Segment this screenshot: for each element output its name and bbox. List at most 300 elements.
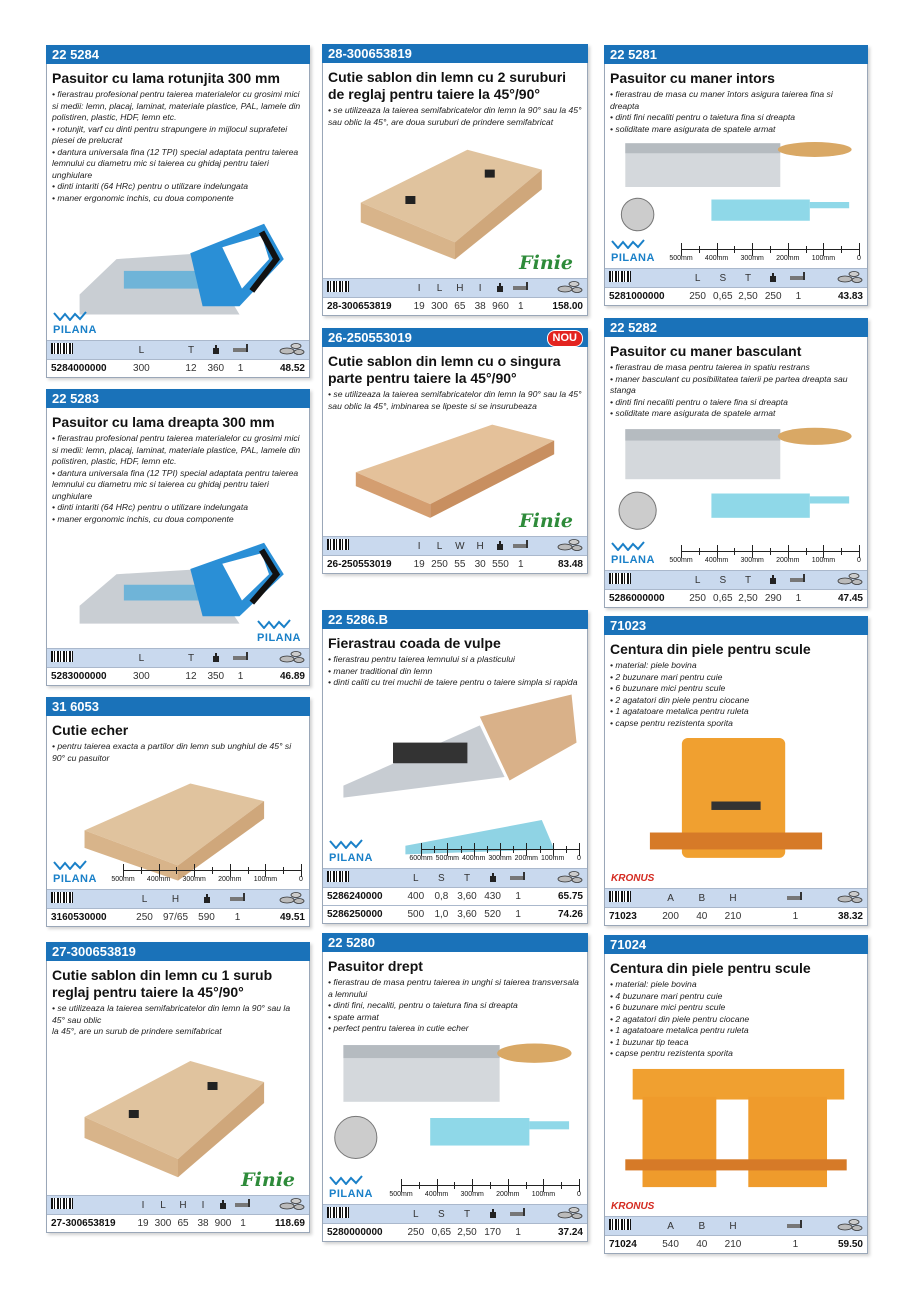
feature-item: • 6 buzunare mici pentru scule (610, 683, 726, 693)
barcode-icon (51, 1198, 73, 1209)
spec-header-cell: L (436, 540, 443, 552)
ruler-label: 200mm (514, 855, 538, 862)
spec-row[interactable] (323, 1223, 587, 1241)
spec-header-cell: T (463, 872, 471, 884)
spec-value: 1 (792, 911, 799, 922)
spec-value: 3,60 (457, 909, 477, 920)
spec-header-cell (811, 573, 863, 588)
spec-header-cell: I (201, 1199, 205, 1211)
spec-header-cell (761, 573, 786, 587)
ruler-label: 500mm (111, 876, 135, 883)
product-title: Pasuitor drept (328, 958, 423, 974)
package-quantity-icon (510, 1208, 526, 1217)
foxtail-saw-icon (331, 691, 579, 863)
spec-header-cell (191, 892, 222, 906)
price: 46.89 (279, 671, 305, 682)
spec-header-row (605, 570, 867, 589)
weight-icon (211, 651, 221, 662)
product-card (604, 616, 868, 926)
spec-row[interactable] (47, 908, 309, 926)
spec-header-row (47, 1195, 309, 1214)
product-title: Cutie echer (52, 722, 129, 738)
weight-icon (495, 539, 505, 550)
spec-value: 400 (407, 891, 425, 902)
price: 65.75 (557, 891, 583, 902)
spec-header-cell: H (171, 893, 180, 905)
spec-row[interactable] (47, 359, 309, 377)
spec-header-cell: A (667, 1220, 674, 1232)
ruler-label: 300mm (460, 1191, 484, 1198)
product-title: Pasuitor cu lama dreapta 300 mm (52, 414, 275, 430)
spec-header-cell: A (667, 892, 674, 904)
handsaw-blue-handle-icon (55, 527, 301, 632)
product-card (46, 942, 310, 1233)
spec-header-cell: L (141, 893, 148, 905)
spec-row[interactable] (323, 555, 587, 573)
spec-value: 300 (431, 301, 448, 312)
spec-header-cell (609, 271, 685, 285)
ruler-label: 500mm (389, 1191, 413, 1198)
product-code-header (46, 942, 310, 961)
product-code-header (322, 933, 588, 952)
product-title: Centura din piele pentru scule (610, 641, 811, 657)
feature-list (323, 389, 587, 412)
ruler-label: 0 (857, 557, 861, 564)
spec-header-row (605, 1216, 867, 1235)
spec-header-row (323, 868, 587, 887)
pilana-wave-icon (329, 839, 363, 849)
spec-table (323, 868, 587, 923)
product-code: 22 5280 (328, 935, 375, 950)
feature-item: • capse pentru rezistenta sporita (610, 717, 733, 728)
ruler-label: 0 (299, 876, 303, 883)
feature-list (323, 654, 587, 689)
product-title: Cutie sablon din lemn cu 1 surub reglaj pentru taiere la 45°/90° (52, 967, 273, 1000)
package-quantity-icon (513, 540, 529, 549)
ruler-label: 300mm (488, 855, 512, 862)
ruler-label: 100mm (811, 557, 836, 564)
product-card (604, 45, 868, 306)
feature-item: • 1 agatatoare metalica pentru ruleta (610, 1025, 749, 1035)
spec-table (605, 570, 867, 607)
spec-header-cell (233, 1199, 253, 1211)
spec-table (323, 1204, 587, 1241)
length-scale-ruler (389, 1178, 581, 1200)
feature-list (605, 89, 867, 135)
product-title: Fierastrau coada de vulpe (328, 635, 501, 651)
spec-value: 1 (240, 1218, 246, 1229)
barcode-icon (609, 573, 631, 584)
coins-icon (279, 892, 305, 904)
barcode-icon (327, 1207, 349, 1218)
article-number: 28-300653819 (327, 301, 392, 312)
miter-block-icon (331, 414, 579, 520)
spec-value: 1 (792, 1239, 799, 1250)
spec-row[interactable] (605, 1235, 867, 1253)
spec-value: 1 (518, 301, 524, 312)
coins-icon (557, 1207, 583, 1219)
product-code-header (604, 318, 868, 337)
brand-name: PILANA (329, 852, 373, 864)
feature-item: • 2 agatatori din piele pentru ciocane (610, 694, 750, 705)
spec-header-cell (51, 343, 129, 357)
feature-item: • 1 agatatoare metalica pentru ruleta (610, 706, 749, 716)
product-visual (47, 204, 309, 340)
spec-value: 12 (185, 671, 197, 682)
spec-value: 960 (492, 301, 509, 312)
weight-icon (218, 1198, 228, 1209)
coins-icon (557, 281, 583, 293)
spec-value: 250 (764, 291, 782, 302)
product-visual (47, 1038, 309, 1196)
ruler-label: 400mm (146, 876, 171, 883)
spec-header-cell (609, 1219, 655, 1233)
spec-value: 19 (137, 1218, 149, 1229)
feature-item: • se utilizeaza la taierea semifabricatelor din lemn la 90° sau la 45° sau oblic la 45°, are doua suruburi de prindere semifabricat (328, 105, 582, 127)
ruler-label: 500mm (669, 255, 693, 262)
ruler-label: 500mm (435, 855, 459, 862)
spec-header-cell: S (719, 574, 727, 586)
spec-header-cell (511, 282, 531, 294)
pilana-wave-icon (611, 239, 645, 249)
spec-value: 1 (795, 291, 802, 302)
spec-header-cell (761, 271, 786, 285)
product-visual (323, 689, 587, 869)
price: 158.00 (552, 301, 583, 312)
ruler-label: 300mm (740, 255, 764, 262)
spec-header-cell (51, 651, 129, 665)
spec-row[interactable] (605, 907, 867, 925)
spec-header-cell: I (141, 1199, 145, 1211)
spec-value: 300 (133, 363, 150, 374)
spec-header-cell (811, 271, 863, 286)
spec-header-cell (203, 343, 228, 357)
spec-header-cell (811, 1219, 863, 1234)
spec-row[interactable] (323, 297, 587, 315)
coins-icon (279, 651, 305, 663)
feature-item: • maner basculant cu posibilitatea taierii pe partea dreapta sau stanga (610, 373, 848, 395)
feature-list (605, 979, 867, 1060)
product-visual (605, 729, 867, 888)
spec-value: 12 (185, 363, 197, 374)
spec-header-cell: L (413, 1208, 419, 1220)
package-quantity-icon (510, 872, 526, 881)
brand-logo (329, 839, 373, 864)
barcode-icon (609, 1219, 631, 1230)
product-visual (47, 525, 309, 648)
spec-value: 500 (407, 909, 425, 920)
spec-header-cell (327, 871, 403, 885)
brand-name: PILANA (53, 873, 97, 885)
spec-header-cell: S (438, 1208, 445, 1220)
ruler-label: 400mm (424, 1191, 449, 1198)
feature-item: • material: piele bovina (610, 979, 697, 989)
package-quantity-icon (787, 1220, 803, 1229)
spec-value: 38 (197, 1218, 209, 1229)
product-visual (605, 420, 867, 571)
spec-value: 0,65 (713, 291, 733, 302)
barcode-icon (327, 539, 349, 550)
spec-header-cell (203, 651, 228, 665)
spec-value: 250 (407, 1227, 425, 1238)
package-quantity-icon (513, 282, 529, 291)
spec-header-cell (213, 1198, 233, 1212)
product-visual (323, 412, 587, 536)
brand-logo: KRONUS (611, 873, 655, 884)
feature-item: • dinti fini necaliti pentru o taietura fina si dreapta (610, 112, 796, 122)
barcode-icon (327, 871, 349, 882)
spec-header-cell (531, 539, 583, 554)
spec-header-cell: B (698, 1220, 706, 1232)
spec-header-cell: H (729, 1220, 737, 1232)
spec-header-cell: S (719, 272, 727, 284)
article-number: 3160530000 (51, 912, 107, 923)
ruler-label: 200mm (776, 557, 800, 564)
product-code: 22 5281 (610, 47, 657, 62)
product-code: 31 6053 (52, 699, 99, 714)
spec-header-cell: L (694, 574, 701, 586)
tool-belt-icon (613, 1062, 859, 1201)
ruler-label: 400mm (704, 255, 729, 262)
spec-header-cell: T (744, 574, 752, 586)
product-card (604, 935, 868, 1254)
spec-header-cell (228, 344, 253, 356)
ruler-label: 0 (577, 855, 581, 862)
product-code-header (46, 45, 310, 64)
weight-icon (495, 281, 505, 292)
spec-header-cell (253, 651, 305, 666)
spec-value: 1 (515, 891, 521, 902)
feature-item: • fierastrau pentru taierea lemnului si a plasticului (328, 654, 515, 664)
feature-list (605, 362, 867, 420)
ruler-label: 200mm (776, 255, 800, 262)
ruler-label: 0 (577, 1191, 581, 1198)
spec-row[interactable] (323, 905, 587, 923)
package-quantity-icon (787, 892, 803, 901)
pilana-wave-icon (53, 311, 87, 321)
spec-value: 40 (696, 911, 708, 922)
package-quantity-icon (233, 652, 249, 661)
spec-table (605, 1216, 867, 1253)
spec-header-cell (490, 281, 510, 295)
spec-header-row (605, 268, 867, 287)
spec-header-cell: L (694, 272, 701, 284)
spec-row[interactable] (47, 667, 309, 685)
weight-icon (768, 271, 778, 282)
spec-value: 250 (431, 559, 448, 570)
spec-header-cell (327, 281, 409, 295)
ruler-label: 100mm (811, 255, 836, 262)
spec-header-cell (531, 1207, 583, 1222)
package-quantity-icon (790, 272, 806, 281)
price: 118.69 (274, 1218, 305, 1229)
package-quantity-icon (233, 344, 249, 353)
spec-header-row (323, 536, 587, 555)
spec-value: 1 (237, 363, 244, 374)
feature-item: • dinti caliti cu trei muchii de taiere pentru o taiere simpla si rapida (328, 677, 578, 687)
spec-header-cell: L (413, 872, 419, 884)
article-number: 71024 (609, 1239, 637, 1250)
barcode-icon (51, 651, 73, 662)
package-quantity-icon (790, 574, 806, 583)
product-card (46, 697, 310, 927)
spec-header-row (323, 278, 587, 297)
spec-value: 250 (136, 912, 153, 923)
barcode-icon (51, 892, 73, 903)
product-code: 22 5283 (52, 391, 99, 406)
barcode-icon (327, 281, 349, 292)
spec-row[interactable] (47, 1214, 309, 1232)
spec-header-cell (490, 539, 510, 553)
spec-header-cell (480, 871, 506, 885)
spec-table (323, 278, 587, 315)
handsaw-blue-handle-icon (55, 206, 301, 324)
spec-table (323, 536, 587, 573)
ruler-label: 400mm (704, 557, 729, 564)
spec-value: 2,50 (457, 1227, 477, 1238)
brand-name: PILANA (611, 252, 655, 264)
product-code: 22 5286.B (328, 612, 388, 627)
feature-item: • 4 buzunare mari pentru cuie (610, 990, 723, 1001)
spec-value: 540 (662, 1239, 679, 1250)
product-code-header (604, 935, 868, 954)
spec-table (605, 268, 867, 305)
feature-item: • dantura universala fina (12 TPI) special adaptata pentru taierea lemnului cu diametru mic si taierea cu ghidaj pentru taieri unghiulare (52, 146, 299, 180)
feature-item: • fierastrau profesional pentru taierea materialelor cu grosimi mici si medii: lemn, placaj, laminat, materiale plastice, PAL, lamele din polistiren, plastic, HDF, lemn etc. (52, 433, 301, 466)
spec-value: 30 (474, 559, 486, 570)
spec-header-row (47, 889, 309, 908)
spec-header-cell: T (187, 344, 195, 356)
article-number: 5280000000 (327, 1227, 383, 1238)
feature-item: • se utilizeaza la taierea semifabricatelor din lemn la 90° sau la 45° sau oblic (52, 1003, 291, 1025)
product-code: 22 5284 (52, 47, 99, 62)
miter-box-clamp-icon (331, 130, 579, 262)
feature-list (47, 89, 309, 204)
product-title: Pasuitor cu maner basculant (610, 343, 802, 359)
spec-header-cell: T (463, 1208, 471, 1220)
product-card (322, 328, 588, 574)
length-scale-ruler (669, 544, 861, 566)
coins-icon (837, 573, 863, 585)
article-number: 27-300653819 (51, 1218, 116, 1229)
product-card (46, 389, 310, 686)
package-quantity-icon (235, 1199, 251, 1208)
spec-value: 38 (474, 301, 486, 312)
spec-value: 2,50 (738, 593, 758, 604)
feature-item: • soliditate mare asigurata de spatele armat (610, 408, 776, 418)
product-code-header (322, 610, 588, 629)
feature-list (605, 660, 867, 729)
spec-table (47, 340, 309, 377)
price: 38.32 (837, 911, 863, 922)
ruler-label: 600mm (409, 855, 433, 862)
feature-item: • 2 agatatori din piele pentru ciocane (610, 1013, 750, 1024)
spec-header-cell (609, 573, 685, 587)
spec-value: 19 (413, 559, 425, 570)
feature-item: • fierastrau de masa pentru taierea in unghi si taierea transversala a lemnului (328, 977, 579, 999)
spec-row[interactable] (323, 887, 587, 905)
spec-header-cell (505, 872, 531, 884)
spec-value: 290 (764, 593, 782, 604)
product-visual (323, 1035, 587, 1205)
spec-header-cell: B (698, 892, 706, 904)
spec-value: 1,0 (434, 909, 449, 920)
spec-header-cell (811, 891, 863, 906)
brand-logo: Finie (519, 510, 573, 532)
feature-item: • fierastrau de masa cu maner întors asigura taierea fina si dreapta (610, 89, 833, 111)
brand-logo (611, 239, 655, 264)
new-badge: NOU (547, 330, 583, 347)
spec-value: 0,65 (713, 593, 733, 604)
ruler-label: 100mm (253, 876, 278, 883)
spec-header-cell: H (179, 1199, 187, 1211)
spec-header-cell: L (160, 1199, 166, 1211)
spec-header-row (323, 1204, 587, 1223)
spec-value: 250 (689, 291, 706, 302)
feature-item: • 2 buzunare mari pentru cuie (610, 671, 723, 682)
spec-table (47, 648, 309, 685)
spec-value: 2,50 (738, 291, 758, 302)
spec-row[interactable] (605, 287, 867, 305)
feature-list (47, 1003, 309, 1038)
spec-row[interactable] (605, 589, 867, 607)
spec-header-cell (780, 1220, 811, 1232)
article-number: 5283000000 (51, 671, 107, 682)
spec-header-cell (253, 892, 305, 907)
price: 48.52 (279, 363, 305, 374)
spec-value: 1 (234, 912, 241, 923)
package-quantity-icon (230, 893, 246, 902)
spec-header-cell: L (138, 344, 145, 356)
weight-icon (488, 1207, 498, 1218)
feature-item: • 6 buzunare mici pentru scule (610, 1002, 726, 1012)
article-number: 5286240000 (327, 891, 383, 902)
product-code-header (46, 389, 310, 408)
spec-value: 430 (484, 891, 501, 902)
feature-item: • pentru taierea exacta a partilor din lemn sub unghiul de 45° si 90° cu pasuitor (52, 741, 292, 763)
spec-header-cell: H (476, 540, 484, 552)
feature-item: • maner ergonomic inchis, cu doua componente (52, 513, 234, 524)
product-title: Cutie sablon din lemn cu o singura parte pentru taiere la 45°/90° (328, 353, 561, 386)
article-number: 5286000000 (609, 593, 665, 604)
article-number: 71023 (609, 911, 637, 922)
spec-value: 55 (454, 559, 466, 570)
product-code-header (604, 45, 868, 64)
pilana-wave-icon (257, 619, 291, 629)
spec-value: 200 (662, 911, 679, 922)
feature-item: • 1 buzunar tip teaca (610, 1036, 689, 1047)
article-number: 26-250553019 (327, 559, 392, 570)
feature-item: • material: piele bovina (610, 660, 697, 670)
spec-value: 550 (492, 559, 509, 570)
product-card (604, 318, 868, 608)
spec-header-cell (327, 539, 409, 553)
spec-header-row (605, 888, 867, 907)
spec-header-cell (480, 1207, 506, 1221)
coins-icon (557, 539, 583, 551)
tool-pouch-icon (613, 731, 859, 872)
product-title: Pasuitor cu lama rotunjita 300 mm (52, 70, 280, 86)
price: 74.26 (557, 909, 583, 920)
article-number: 5286250000 (327, 909, 383, 920)
brand-name: PILANA (257, 632, 301, 644)
pilana-wave-icon (611, 541, 645, 551)
spec-header-cell (222, 893, 253, 905)
price: 37.24 (557, 1227, 583, 1238)
spec-value: 1 (795, 593, 802, 604)
spec-header-cell: H (729, 892, 737, 904)
spec-value: 0,8 (434, 891, 449, 902)
